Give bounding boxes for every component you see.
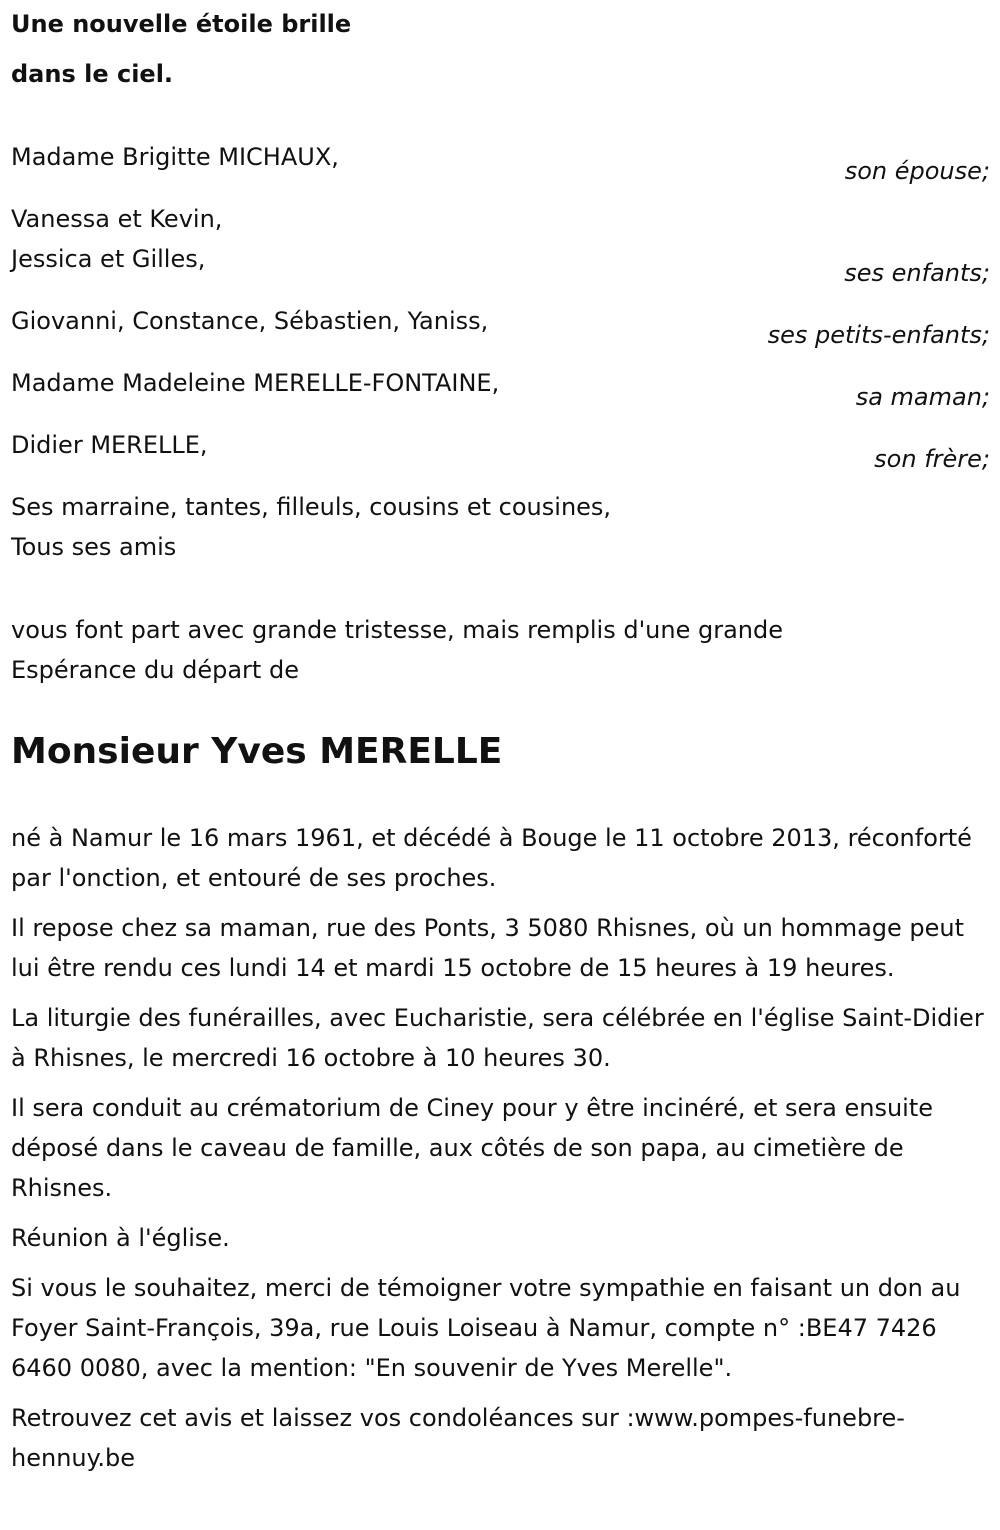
family-group-grandchildren [11, 301, 990, 347]
intro-line-1: Une nouvelle étoile brille [11, 10, 352, 38]
family-group-children [11, 199, 990, 285]
family-name: Giovanni, Constance, Sébastien, Yaniss, [11, 307, 489, 335]
repose-paragraph: Il repose chez sa maman, rue des Ponts, 3 5080 Rhisnes, où un hommage peut lui être rendu ces lundi 14 et mardi 15 octobre de 15 heures à 19 heures. [11, 914, 965, 982]
family-name: Madame Madeleine MERELLE-FONTAINE, [11, 369, 500, 397]
obituary-details [11, 818, 990, 1488]
family-group-mother [11, 363, 990, 409]
family-name: Jessica et Gilles, [11, 245, 206, 273]
family-extra-line: Ses marraine, tantes, filleuls, cousins et cousines, [11, 493, 612, 521]
family-group-brother [11, 425, 990, 471]
reunion-paragraph: Réunion à l'église. [11, 1224, 230, 1252]
family-role: son frère; [874, 445, 990, 473]
family-group-spouse [11, 137, 990, 183]
family-name: Madame Brigitte MICHAUX, [11, 143, 339, 171]
family-role: ses enfants; [844, 259, 990, 287]
family-list [11, 137, 990, 567]
family-extra-line: Tous ses amis [11, 533, 177, 561]
intro-line-2: dans le ciel. [11, 60, 174, 88]
donation-paragraph: Si vous le souhaitez, merci de témoigner votre sympathie en faisant un don au Foyer Saint-François, 39a, rue Louis Loiseau à Namur, compte n° :BE47 7426 6460 0080, avec la mention: "En souvenir de Yves Merelle". [11, 1274, 961, 1382]
announcement-line: vous font part avec grande tristesse, mais remplis d'une grande [11, 616, 784, 644]
family-role: ses petits-enfants; [767, 321, 990, 349]
cremation-paragraph: Il sera conduit au crématorium de Ciney pour y être incinéré, et sera ensuite déposé dans le caveau de famille, aux côtés de son papa, au cimetière de Rhisnes. [11, 1094, 933, 1202]
family-name: Didier MERELLE, [11, 431, 208, 459]
condolences-paragraph: Retrouvez cet avis et laissez vos condoléances sur :www.pompes-funebre-hennuy.be [11, 1404, 905, 1472]
announcement-line: Espérance du départ de [11, 656, 299, 684]
announcement [11, 610, 990, 690]
family-role: sa maman; [855, 383, 990, 411]
family-name: Vanessa et Kevin, [11, 205, 223, 233]
deceased-name: Monsieur Yves MERELLE [11, 731, 503, 772]
family-role: son épouse; [844, 157, 990, 185]
birth-death-paragraph: né à Namur le 16 mars 1961, et décédé à Bouge le 11 octobre 2013, réconforté par l'onction, et entouré de ses proches. [11, 824, 972, 892]
liturgy-paragraph: La liturgie des funérailles, avec Eucharistie, sera célébrée en l'église Saint-Didier à Rhisnes, le mercredi 16 octobre à 10 heures 30. [11, 1004, 984, 1072]
